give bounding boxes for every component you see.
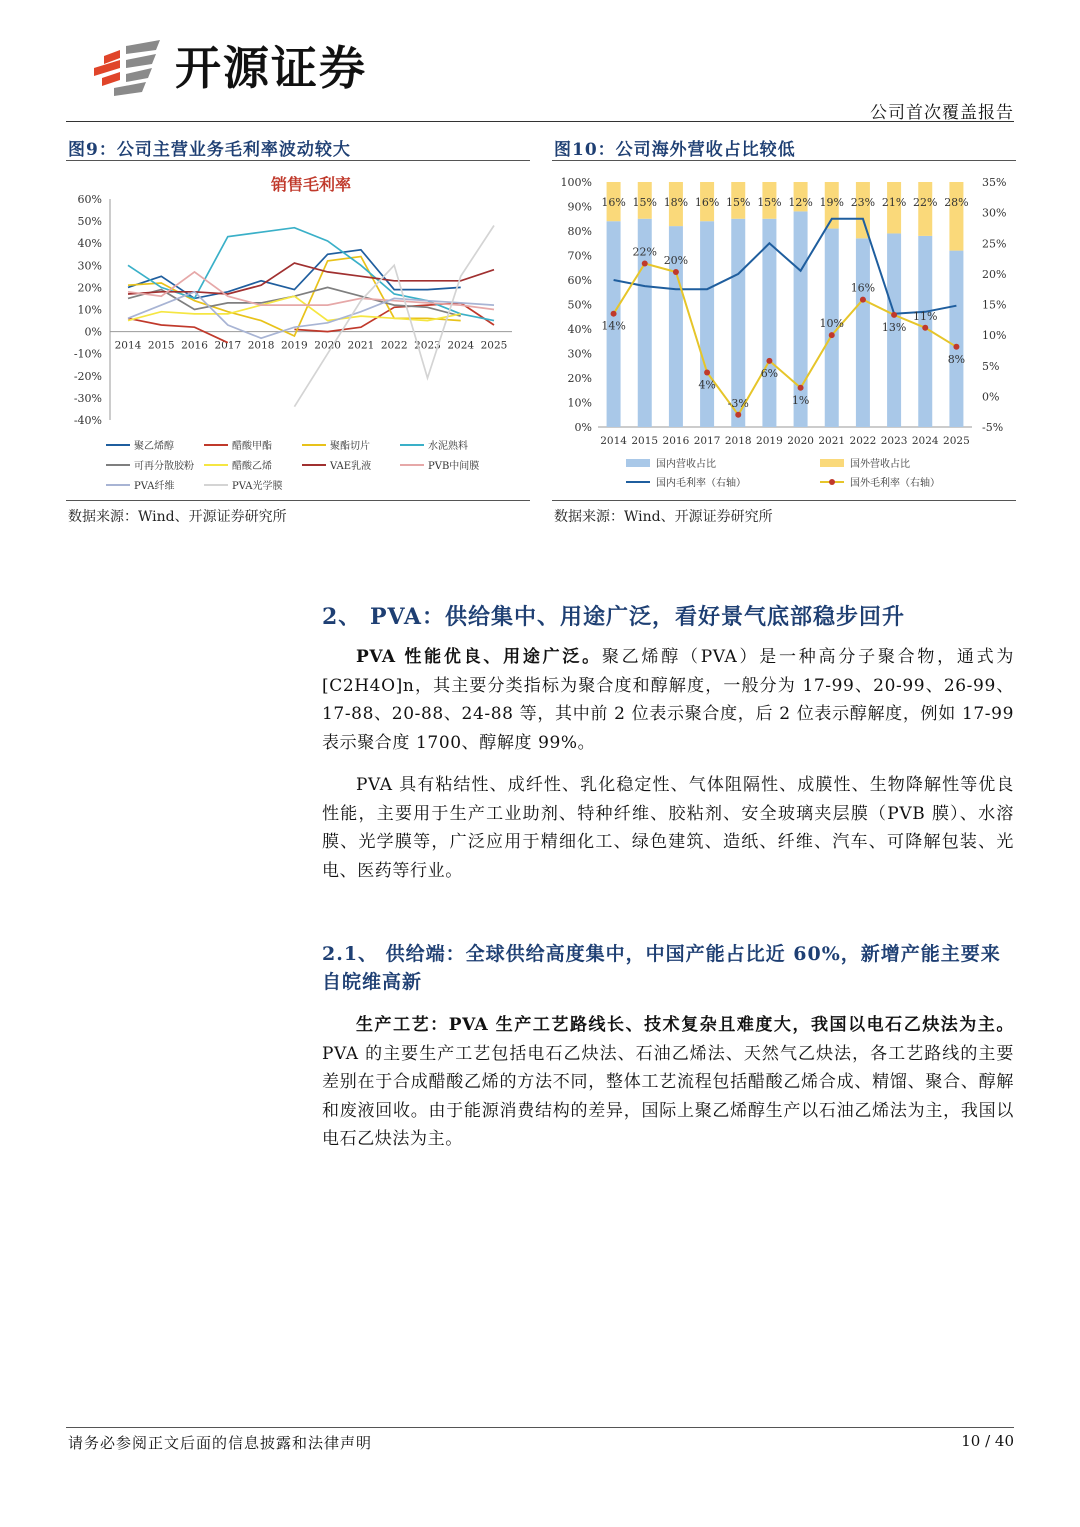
chart10-legend-label: 国内营收占比 [656, 459, 716, 470]
chart9-x-tick: 2025 [480, 339, 508, 352]
chart10-overseas-share-label: 15% [726, 196, 751, 209]
chart9-x-tick: 2021 [347, 339, 375, 352]
chart10-overseas-margin-label: 1% [791, 393, 810, 407]
chart10-overseas-bar [856, 182, 870, 238]
chart9-x-tick: 2024 [447, 339, 475, 352]
chart10-x-tick: 2022 [849, 435, 877, 447]
chart10-left-y-tick: 70% [567, 249, 592, 263]
chart10-overseas-share-label: 15% [632, 196, 657, 209]
chart10-overseas-margin-point [766, 358, 772, 364]
chart9-legend-label: 聚乙烯醇 [134, 441, 174, 452]
chart9-x-tick: 2022 [380, 339, 408, 352]
chart10-overseas-share-label: 16% [694, 196, 720, 209]
figure10-bottom-rule [552, 500, 1016, 501]
chart10-overseas-margin-point [798, 385, 804, 391]
chart10-left-y-tick: 100% [560, 176, 592, 189]
chart10-overseas-share-label: 12% [788, 196, 813, 209]
chart10-legend-label: 国内毛利率（右轴） [656, 478, 746, 489]
chart9-x-tick: 2020 [314, 339, 342, 352]
figure10-chart [552, 162, 1018, 498]
footer-divider [66, 1427, 1014, 1428]
chart10-domestic-bar [760, 219, 779, 427]
header-divider [66, 121, 1014, 122]
chart9-y-tick: -30% [73, 391, 102, 405]
chart9-x-tick: 2018 [247, 339, 275, 352]
chart10-overseas-margin-label: 4% [698, 378, 716, 392]
section2-title: 2、 PVA：供给集中、用途广泛，看好景气底部稳步回升 [322, 604, 905, 630]
figure9-top-rule [66, 160, 530, 161]
chart9-x-tick: 2023 [414, 339, 441, 352]
brand-name: 开源证券 [175, 41, 367, 95]
chart10-left-y-tick: 60% [567, 274, 592, 287]
section2-p1-body: 聚乙烯醇（PVA）是一种高分子聚合物，通式为[C2H4O]n，其主要分类指标为聚合度和醇解度，一般分为 17-99、20-99、26-99、17-88、20-88、24-88 等，其中前 2 位表示聚合度，后 2 位表示醇解度，例如 17-99 表示聚合度 1700、醇解度 99%。 [322, 647, 1014, 753]
chart10-left-y-tick: 50% [567, 298, 592, 312]
section2-paragraph1 [322, 643, 1014, 757]
section2-body [322, 643, 1014, 885]
chart10-overseas-margin-label: 16% [850, 281, 876, 295]
chart10-overseas-share-label: 28% [944, 196, 969, 209]
chart9-x-tick: 2017 [214, 339, 242, 352]
chart10-overseas-share-label: 15% [757, 196, 782, 209]
chart9-title: 销售毛利率 [270, 175, 352, 194]
chart10-x-tick: 2019 [756, 435, 783, 447]
chart10-x-tick: 2017 [693, 435, 721, 447]
section2-p1-lead: PVA 性能优良、用途广泛。 [356, 647, 602, 667]
chart10-right-y-tick: 10% [982, 329, 1007, 343]
figure9-bottom-rule [66, 500, 530, 501]
chart9-y-tick: 40% [77, 237, 102, 251]
chart10-overseas-margin-point [735, 412, 741, 418]
chart10-legend-label: 国外毛利率（右轴） [850, 478, 940, 489]
chart10-right-y-tick: 0% [982, 390, 1000, 404]
chart10-overseas-margin-point [611, 311, 617, 317]
chart9-y-tick: 50% [77, 215, 102, 229]
chart10-left-y-tick: 90% [567, 200, 592, 214]
chart10-overseas-margin-point [953, 344, 959, 350]
chart10-right-y-tick: -5% [982, 421, 1004, 434]
brand-logo [90, 38, 170, 98]
chart9-y-tick: 30% [77, 259, 102, 273]
chart10-overseas-margin-label: 20% [663, 254, 689, 268]
chart10-overseas-margin-line [614, 264, 957, 415]
figure10-title: 图10：公司海外营收占比较低 [554, 140, 796, 160]
chart10-overseas-margin-label: 13% [881, 320, 907, 334]
chart10-overseas-margin-label: 14% [601, 319, 626, 333]
chart9-legend-label: PVB中间膜 [428, 461, 480, 472]
chart10-left-y-tick: 20% [567, 372, 592, 385]
chart10-x-tick: 2016 [662, 435, 690, 447]
chart9-legend-label: VAE乳液 [330, 461, 372, 472]
chart10-legend-marker [829, 479, 835, 485]
chart9-legend-label: 可再分散胶粉 [134, 461, 194, 472]
chart10-right-y-tick: 30% [982, 206, 1007, 220]
chart10-left-y-tick: 10% [567, 396, 592, 410]
chart10-overseas-margin-label: -3% [727, 396, 749, 410]
figure9-chart [66, 162, 532, 498]
chart9-y-tick: 10% [77, 303, 102, 317]
chart10-overseas-margin-point [922, 325, 928, 331]
chart10-legend-label: 国外营收占比 [850, 459, 910, 470]
chart10-x-tick: 2015 [631, 435, 659, 447]
chart10-legend-swatch [626, 459, 650, 467]
chart9-y-tick: 0% [84, 325, 102, 339]
figure10-top-rule [552, 160, 1016, 161]
chart10-x-tick: 2023 [880, 435, 908, 447]
chart9-x-tick: 2015 [147, 339, 175, 352]
chart10-overseas-margin-label: 10% [819, 317, 844, 331]
chart9-x-tick: 2014 [114, 339, 142, 352]
chart10-overseas-margin-label: 8% [947, 352, 966, 366]
chart10-right-y-tick: 5% [982, 359, 1000, 373]
section21-paragraph1 [322, 1011, 1014, 1154]
section21-title: 2.1、 供给端：全球供给高度集中，中国产能占比近 60%，新增产能主要来自皖维高新 [322, 943, 1001, 993]
section21-p1-lead: 生产工艺：PVA 生产工艺路线长、技术复杂且难度大，我国以电石乙炔法为主。 [356, 1015, 1014, 1035]
figure10-source: 数据来源：Wind、开源证券研究所 [554, 509, 773, 525]
chart10-right-y-tick: 15% [982, 298, 1007, 312]
chart9-legend-label: 醋酸甲酯 [232, 441, 272, 452]
chart9-legend-label: 水泥熟料 [428, 441, 468, 452]
chart10-overseas-margin-point [704, 369, 710, 375]
chart9-y-tick: 20% [77, 281, 102, 295]
page-number: 10 / 40 [961, 1432, 1014, 1450]
chart10-x-tick: 2025 [943, 435, 970, 447]
chart9-series-line [294, 226, 494, 407]
chart10-legend-swatch [820, 459, 844, 467]
chart10-right-y-tick: 35% [982, 176, 1007, 189]
chart10-overseas-share-label: 19% [819, 196, 844, 209]
chart9-series-line [128, 228, 494, 321]
chart9-y-tick: -40% [73, 414, 102, 427]
chart10-overseas-margin-point [642, 260, 648, 266]
chart10-overseas-margin-label: 6% [760, 366, 779, 380]
figure9-title: 图9：公司主营业务毛利率波动较大 [68, 140, 351, 160]
chart10-overseas-share-label: 18% [663, 196, 689, 209]
chart9-x-tick: 2016 [181, 339, 208, 352]
chart10-overseas-margin-label: 11% [913, 309, 938, 323]
chart9-legend-label: PVA光学膜 [232, 481, 283, 492]
chart10-domestic-bar [947, 251, 966, 427]
section2-paragraph2: PVA 具有粘结性、成纤性、乳化稳定性、气体阻隔性、成膜性、生物降解性等优良性能，主要用于生产工业助剂、特种纤维、胶粘剂、安全玻璃夹层膜（PVB 膜）、水溶膜、光学膜等，广泛应用于精细化工、绿色建筑、造纸、纤维、汽车、可降解包装、光电、医药等行业。 [322, 775, 1014, 881]
chart10-domestic-bar [700, 221, 714, 427]
chart10-x-tick: 2020 [787, 435, 814, 447]
chart10-right-y-tick: 25% [982, 237, 1007, 251]
chart10-x-tick: 2014 [600, 435, 627, 447]
report-type: 公司首次覆盖报告 [870, 103, 1014, 123]
chart10-domestic-bar [856, 238, 870, 427]
chart9-y-tick: 60% [77, 193, 102, 206]
chart10-domestic-bar [731, 219, 745, 427]
section21-p1-body: PVA 的主要生产工艺包括电石乙炔法、石油乙烯法、天然气乙炔法，各工艺路线的主要差别在于合成醋酸乙烯的方法不同，整体工艺流程包括醋酸乙烯合成、精馏、聚合、醇解和废液回收。由于能源消费结构的差异，国际上聚乙烯醇生产以石油乙烯法为主，我国以电石乙炔法为主。 [322, 1043, 1014, 1149]
chart9-x-tick: 2019 [280, 339, 308, 352]
chart10-left-y-tick: 0% [574, 421, 592, 434]
chart9-legend-label: PVA纤维 [134, 481, 175, 492]
footer-disclaimer: 请务必参阅正文后面的信息披露和法律声明 [68, 1434, 373, 1452]
chart9-legend-label: 醋酸乙烯 [232, 461, 272, 472]
chart9-y-tick: -10% [73, 347, 102, 361]
chart10-overseas-margin-point [829, 332, 835, 338]
chart10-left-y-tick: 30% [567, 347, 592, 361]
section21-body [322, 1011, 1014, 1154]
chart9-y-tick: -20% [73, 369, 102, 383]
chart10-overseas-margin-point [860, 297, 866, 303]
chart10-overseas-margin-point [673, 269, 679, 275]
chart10-overseas-margin-label: 22% [632, 245, 657, 259]
chart10-overseas-share-label: 16% [601, 196, 626, 209]
chart10-overseas-share-label: 21% [881, 196, 907, 209]
chart9-legend-label: 聚酯切片 [330, 441, 370, 452]
chart10-overseas-share-label: 22% [913, 196, 938, 209]
figure9-source: 数据来源：Wind、开源证券研究所 [68, 509, 287, 525]
chart10-overseas-bar [949, 182, 963, 251]
chart10-right-y-tick: 20% [982, 267, 1007, 281]
chart10-left-y-tick: 80% [567, 225, 592, 238]
chart10-left-y-tick: 40% [567, 323, 592, 336]
chart10-x-tick: 2018 [724, 435, 752, 447]
chart10-x-tick: 2024 [911, 435, 939, 447]
chart10-overseas-share-label: 23% [850, 196, 876, 209]
chart10-x-tick: 2021 [818, 435, 846, 447]
chart10-overseas-margin-point [891, 312, 897, 318]
